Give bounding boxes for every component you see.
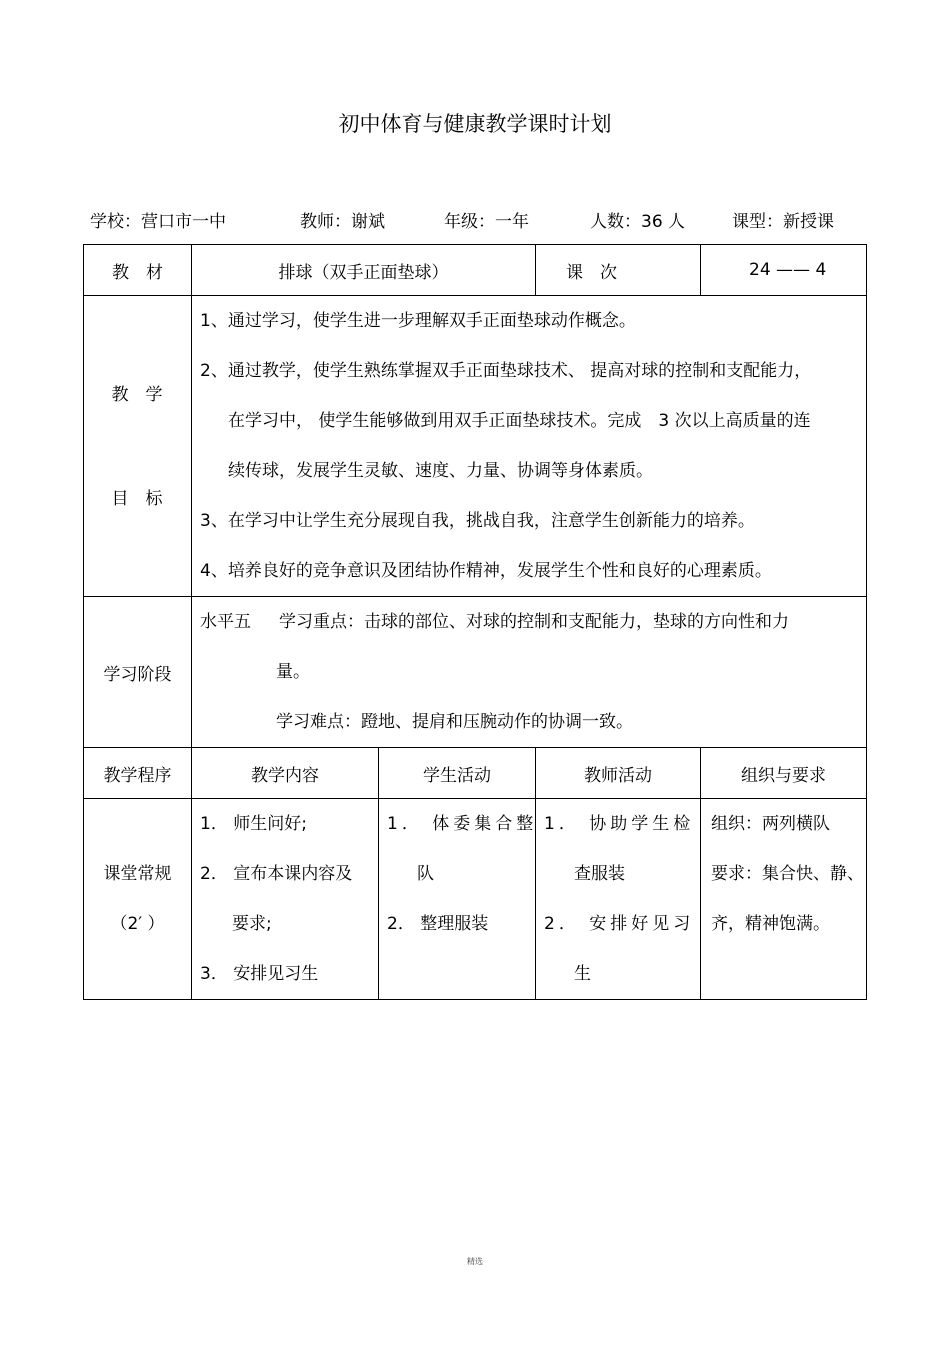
goals-label-cell: [84, 296, 192, 597]
routine-org-cell: [701, 799, 867, 1000]
routine-student-cell: [379, 799, 536, 1000]
material-label: 教 材: [84, 245, 192, 296]
teacher-item: 查服装: [574, 864, 625, 884]
teacher-item: 生: [574, 964, 591, 984]
goals-label-bottom: 目 标: [111, 489, 163, 509]
header-student: 学生活动: [379, 748, 536, 799]
goal-line-1: 1、通过学习，使学生进一步理解双手正面垫球动作概念。: [200, 311, 636, 331]
content-item: 要求;: [232, 914, 272, 934]
teacher-item: 2． 安排好见习: [544, 914, 695, 934]
stage-cell: [192, 597, 867, 748]
content-item: 1． 师生问好;: [200, 814, 307, 834]
goal-line-2: 2、通过教学，使学生熟练掌握双手正面垫球技术、 提高对球的控制和支配能力，: [200, 361, 812, 381]
footer-mark: 精选: [467, 1257, 483, 1266]
goal-line-6: 4、培养良好的竞争意识及团结协作精神，发展学生个性和良好的心理素质。: [200, 561, 772, 581]
routine-teacher-cell: [536, 799, 701, 1000]
page-title: 初中体育与健康教学课时计划: [338, 112, 612, 136]
header-org: 组织与要求: [701, 748, 867, 799]
routine-time: （2′ ）: [110, 914, 165, 934]
goal-line-4: 续传球，发展学生灵敏、速度、力量、协调等身体素质。: [228, 461, 653, 481]
routine-content-cell: [192, 799, 379, 1000]
stage-label: 学习阶段: [84, 597, 192, 748]
goal-line-3: 在学习中， 使学生能够做到用双手正面垫球技术。完成 3 次以上高质量的连: [228, 411, 811, 431]
count-info: 人数：36 人: [590, 212, 686, 232]
routine-label: 课堂常规: [103, 864, 172, 884]
session-label: 课 次: [536, 245, 701, 296]
org-item: 齐，精神饱满。: [711, 914, 830, 934]
stage-key-point: 学习重点：击球的部位、对球的控制和支配能力，垫球的方向性和力: [279, 612, 789, 632]
lesson-plan-table: [83, 244, 867, 1000]
org-item: 组织：两列横队: [711, 814, 830, 834]
grade-info: 年级：一年: [444, 212, 529, 232]
teacher-info: 教师：谢斌: [300, 212, 385, 232]
session-value: 24 —— 4: [701, 245, 867, 296]
header-teacher: 教师活动: [536, 748, 701, 799]
header-procedure: 教学程序: [84, 748, 192, 799]
stage-key-point-cont: 量。: [276, 662, 310, 682]
student-item: 1． 体委集合整: [387, 814, 538, 834]
header-content: 教学内容: [192, 748, 379, 799]
material-value: 排球（双手正面垫球）: [192, 245, 536, 296]
teacher-item: 1． 协助学生检: [544, 814, 695, 834]
content-item: 3． 安排见习生: [200, 964, 319, 984]
goals-label-top: 教 学: [111, 385, 163, 405]
goal-line-5: 3、在学习中让学生充分展现自我，挑战自我，注意学生创新能力的培养。: [200, 511, 755, 531]
routine-label-cell: [84, 799, 192, 1000]
org-item: 要求：集合快、静、: [711, 864, 864, 884]
stage-level: 水平五: [200, 612, 251, 632]
stage-difficulty: 学习难点：蹬地、提肩和压腕动作的协调一致。: [276, 712, 633, 732]
content-item: 2． 宣布本课内容及: [200, 864, 353, 884]
student-item: 2． 整理服装: [387, 914, 489, 934]
goals-cell: [192, 296, 867, 597]
student-item: 队: [417, 864, 434, 884]
type-info: 课型：新授课: [732, 212, 834, 232]
school-info: 学校：营口市一中: [90, 212, 226, 232]
